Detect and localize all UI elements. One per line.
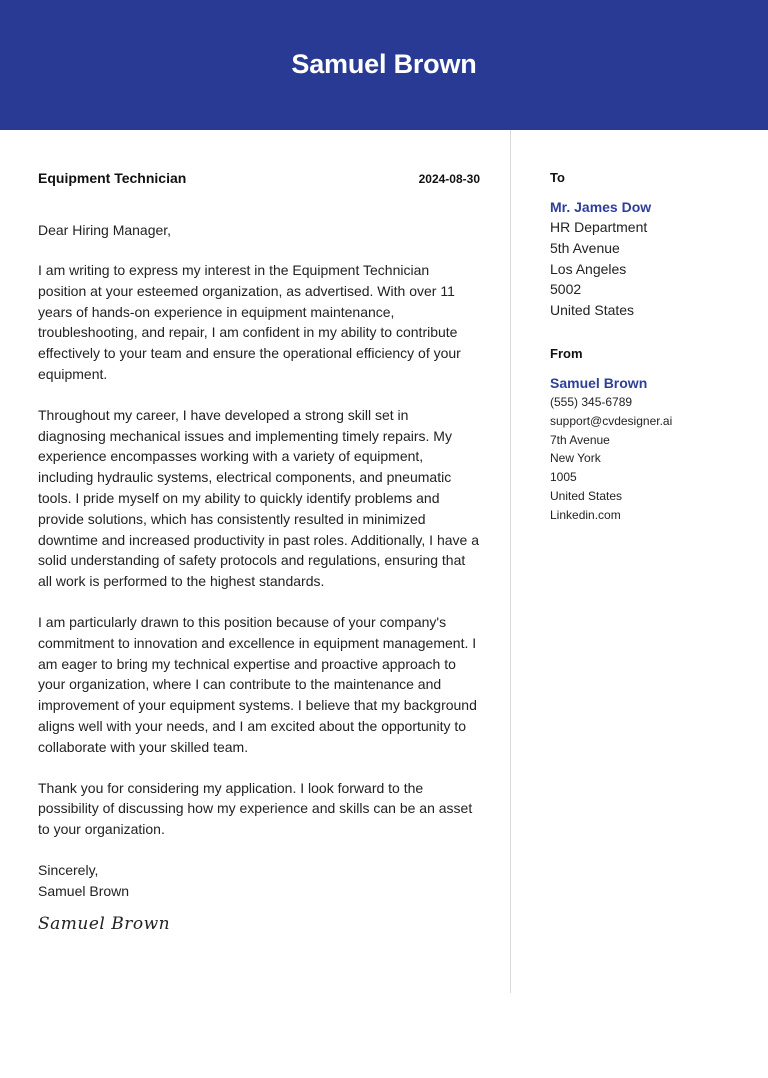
recipient-address: [550, 217, 760, 321]
sender-email: support@cvdesigner.ai: [550, 413, 673, 428]
closing-name: Samuel Brown: [38, 882, 130, 899]
address-sidebar: [550, 170, 760, 525]
sender-contact: [550, 393, 760, 525]
closing-block: [38, 860, 480, 902]
recipient-line: United States: [550, 302, 635, 319]
recipient-line: HR Department: [550, 219, 648, 235]
recipient-line: Los Angeles: [550, 260, 627, 277]
signature: Samuel Brown: [38, 913, 171, 934]
paragraph-2: Throughout my career, I have developed a strong skill set in diagnosing mechanical issues and implementing timely repairs. My experience encompasses working with a variety of equipment, including hydraulic systems, electrical components, and pneumatic tools. I pride myself on my ability to quickly identify problems and provide solutions, which has consistently resulted in minimized downtime and increased productivity in past roles. Additionally, I have a solid understanding of safety protocols and regulations, ensuring that all work is performed to the highest standards.: [38, 406, 479, 590]
paragraph-3: I am particularly drawn to this position because of your company's commitment to innovation and excellence in equipment management. I am eager to bring my technical expertise and proactive approach to your organization, where I can contribute to the maintenance and improvement of your equipment systems. I believe that my background aligns well with your needs, and I am excited about the opportunity to collaborate with your skilled team.: [38, 613, 477, 755]
job-title: Equipment Technician: [38, 170, 187, 186]
sender-city: New York: [550, 451, 601, 466]
paragraph-1: I am writing to express my interest in the Equipment Technician position at your esteemed organization, as advertised. With over 11 years of hands-on experience in equipment maintenance, troubleshooting, and repair, I am confident in my ability to contribute effectively to your team and ensure the operational efficiency of your equipment.: [38, 262, 461, 382]
sender-phone: (555) 345-6789: [550, 394, 633, 409]
letter-body: [38, 170, 480, 934]
recipient-line: 5th Avenue: [550, 239, 620, 256]
closing-phrase: Sincerely,: [38, 861, 99, 878]
salutation: Dear Hiring Manager,: [38, 222, 172, 238]
recipient-line: 5002: [550, 281, 582, 298]
applicant-name: Samuel Brown: [291, 48, 477, 79]
letter-date: 2024-08-30: [418, 172, 480, 186]
sender-country: United States: [550, 488, 623, 503]
sender-linkedin: Linkedin.com: [550, 507, 621, 522]
sender-label: From: [550, 345, 583, 361]
page-header: [0, 0, 768, 130]
letter-meta-row: [38, 170, 480, 186]
recipient-name: Mr. James Dow: [550, 199, 652, 215]
column-divider: [510, 130, 511, 993]
sender-postal-code: 1005: [550, 470, 577, 485]
paragraph-4: Thank you for considering my application. I look forward to the possibility of discussing how my experience and skills can be an asset to your organization.: [38, 779, 473, 838]
sender-street: 7th Avenue: [550, 432, 610, 447]
recipient-label: To: [550, 170, 565, 185]
sender-name: Samuel Brown: [550, 374, 648, 391]
